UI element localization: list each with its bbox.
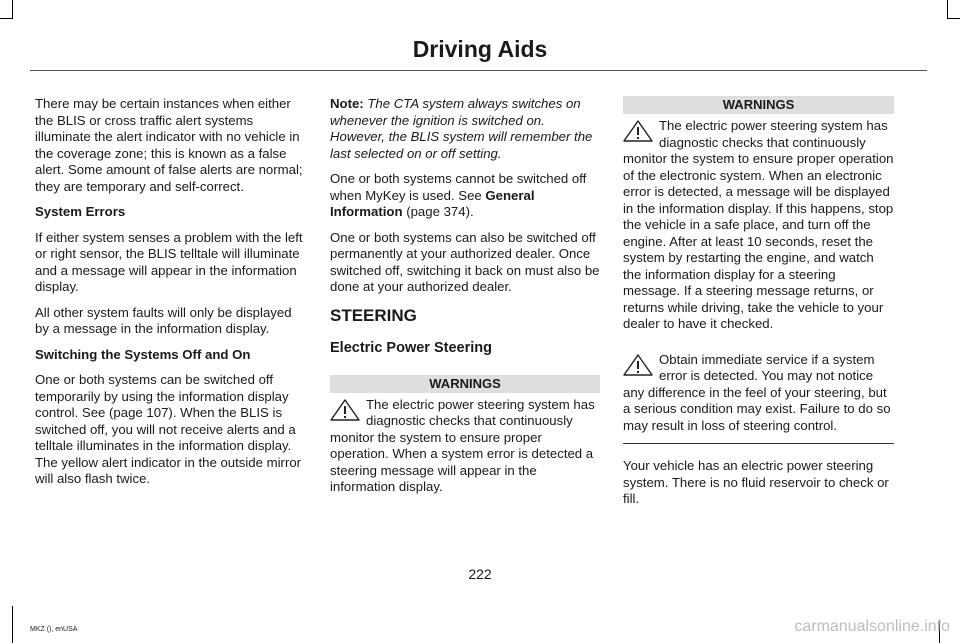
crop-mark	[12, 0, 13, 19]
note-text: The CTA system always switches on whenever the ignition is switched on. However, the BLIS system will remember the last selected on or off setting.	[330, 96, 593, 161]
warning-block	[330, 397, 600, 496]
paragraph-switch-off: One or both systems can be switched off temporarily by using the information display control. See (page 107). When the BLIS is switched off, you will not receive alerts and a telltale illuminates in the information display. The yellow alert indicator in the outside mirror will also flash twice.	[35, 372, 302, 486]
mykey-text: One or both systems cannot be switched off when MyKey is used. See	[330, 171, 587, 203]
warning-triangle-icon	[623, 120, 653, 142]
section-heading-steering: STEERING	[330, 305, 417, 325]
paragraph-no-reservoir: Your vehicle has an electric power steering system. There is no fluid reservoir to check or fill.	[623, 458, 889, 506]
column-middle	[330, 96, 600, 505]
heading-system-errors: System Errors	[35, 204, 126, 219]
note-label: Note:	[330, 96, 364, 111]
header-rule	[30, 70, 927, 71]
warning-text: Obtain immediate service if a system error is detected. You may not notice any difference in the feel of your steering, but a serious condition may exist. Failure to do so may result in loss of steering control.	[623, 351, 891, 433]
warning-spacer	[623, 342, 894, 352]
subheading-electric-power-steering: Electric Power Steering	[330, 340, 492, 356]
column-left	[35, 96, 306, 497]
crop-mark	[12, 606, 13, 643]
column-right	[623, 96, 894, 517]
footer-code: MKZ (), enUSA	[30, 626, 78, 633]
paragraph-other-faults: All other system faults will only be displayed by a message in the information display.	[35, 304, 292, 336]
warning-block	[623, 118, 894, 333]
heading-switching: Switching the Systems Off and On	[35, 346, 251, 362]
crop-mark	[948, 18, 960, 19]
warning-end-rule	[623, 443, 894, 444]
warnings-bar: WARNINGS	[623, 96, 894, 114]
paragraph-false-alerts: There may be certain instances when either the BLIS or cross traffic alert systems illuminate the alert indicator with no vehicle in the coverage zone; this is known as a false alert. Some amount of false alerts are normal; they are temporary and self-correct.	[35, 96, 303, 194]
warnings-bar: WARNINGS	[330, 375, 600, 393]
warning-block	[623, 352, 894, 435]
note-paragraph	[330, 96, 600, 162]
crop-mark	[0, 18, 12, 19]
page-number: 222	[468, 566, 492, 582]
paragraph-sensor-problem: If either system senses a problem with the left or right sensor, the BLIS telltale will illuminate and a message will appear in the information display.	[35, 229, 303, 294]
paragraph-mykey	[330, 171, 600, 221]
crop-mark	[947, 0, 948, 19]
watermark: carmanualsonline.info	[794, 618, 950, 635]
general-information-link[interactable]: General Information	[330, 187, 535, 219]
paragraph-dealer: One or both systems can also be switched off permanently at your authorized dealer. Once switched off, switching it back on must also be done at your authorized dealer.	[330, 229, 600, 294]
warning-text: The electric power steering system has diagnostic checks that continuously monitor the system to ensure proper operation of the electronic system. When an electronic error is detected, a message will be displayed in the information display. If this happens, stop the vehicle in a safe place, and turn off the engine. After at least 10 seconds, reset the system by restarting the engine, and watch the information display for a steering message. If a steering message returns, or returns while driving, take the vehicle to your dealer to have it checked.	[623, 118, 894, 331]
mykey-page-ref: (page 374).	[402, 204, 474, 219]
warning-text: The electric power steering system has diagnostic checks that continuously monitor the system to ensure proper operation. When a system error is detected a steering message will appear in the information display.	[330, 396, 595, 494]
warning-triangle-icon	[330, 399, 360, 421]
page-title: Driving Aids	[412, 36, 548, 62]
warning-triangle-icon	[623, 354, 653, 376]
